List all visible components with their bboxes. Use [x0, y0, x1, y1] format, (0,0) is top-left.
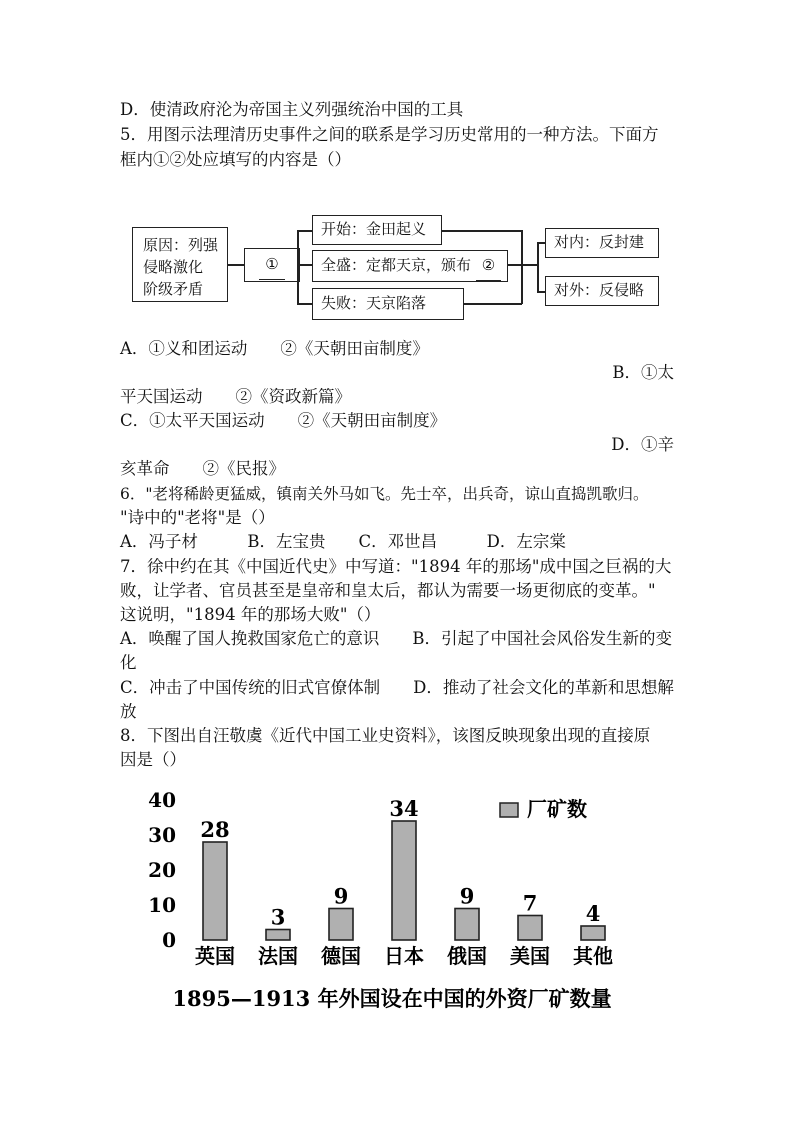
q7-options-ab: A．唤醒了国人挽救国家危亡的意识 B．引起了中国社会风俗发生新的变 — [120, 629, 673, 648]
outer-text: 对外：反侵略 — [554, 281, 645, 299]
legend-label: 厂矿数 — [527, 797, 587, 821]
peak-text: 全盛：定都天京，颁布 — [321, 256, 472, 274]
bar-2 — [329, 909, 353, 941]
q6-stem-line2: "诗中的"老将"是（） — [120, 508, 275, 527]
q5-stem-line2: 框内①②处应填写的内容是（） — [120, 150, 351, 169]
q8-stem-line2: 因是（） — [120, 750, 186, 769]
q8-stem-line1: 8．下图出自汪敬虞《近代中国工业史资料》，该图反映现象出现的直接原 — [120, 726, 651, 745]
bar-value-label: 34 — [389, 796, 419, 821]
q5-option-d-head: D．①辛 — [611, 435, 674, 454]
q5-option-a: A．①义和团运动 ②《天朝田亩制度》 — [120, 339, 429, 358]
q6-options: A．冯子材 B．左宝贵 C．邓世昌 D．左宗棠 — [120, 532, 566, 551]
q7-options-cd: C．冲击了中国传统的旧式官僚体制 D．推动了社会文化的革新和思想解 — [120, 678, 674, 697]
category-label: 德国 — [321, 944, 361, 968]
cause-box — [132, 227, 228, 302]
q5-stem-line1: 5．用图示法理清历史事件之间的联系是学习历史常用的一种方法。下面方 — [120, 125, 659, 144]
inner-text: 对内：反封建 — [554, 233, 645, 251]
y-tick-label: 30 — [148, 823, 176, 847]
start-text: 开始：金田起义 — [321, 220, 427, 238]
bar-0 — [203, 842, 227, 940]
bar-value-label: 9 — [459, 883, 475, 909]
q5-option-c: C．①太平天国运动 ②《天朝田亩制度》 — [120, 411, 447, 430]
bar-6 — [581, 926, 605, 940]
category-label: 美国 — [510, 944, 550, 968]
y-tick-label: 40 — [148, 788, 176, 812]
factory-count-chart — [130, 780, 670, 1016]
bar-5 — [518, 916, 542, 941]
bar-3 — [392, 821, 416, 940]
q5-option-b-tail: 平天国运动 ②《资政新篇》 — [120, 387, 351, 406]
blank-1: ① — [259, 249, 284, 280]
peak-box — [312, 250, 508, 282]
q7-stem-line2: 败，让学者、官员甚至是皇帝和皇太后，都认为需要一场更彻底的变革。" — [120, 581, 656, 600]
y-tick-label: 10 — [148, 893, 176, 917]
category-label: 俄国 — [447, 944, 487, 968]
inner-box — [545, 228, 659, 258]
q5-option-b-head: B．①太 — [612, 363, 674, 382]
y-tick-label: 0 — [162, 928, 176, 952]
y-tick-label: 20 — [148, 858, 176, 882]
category-label: 日本 — [384, 944, 424, 968]
bar-value-label: 28 — [200, 817, 230, 842]
q7-option-d-tail: 放 — [120, 702, 137, 721]
fail-box — [312, 288, 464, 320]
q7-stem-line3: 这说明，"1894 年的那场大败"（） — [120, 605, 381, 624]
cause-line-2: 侵略激化 — [143, 258, 204, 276]
bar-value-label: 3 — [270, 904, 286, 930]
chart-title: 1895—1913 年外国设在中国的外资厂矿数量 — [172, 986, 612, 1011]
chart-legend — [500, 797, 587, 821]
bar-1 — [266, 930, 290, 941]
category-label: 其他 — [573, 944, 613, 968]
q5-option-d-tail: 亥革命 ②《民报》 — [120, 459, 285, 478]
outer-box — [545, 276, 659, 306]
bar-value-label: 7 — [522, 890, 538, 916]
legend-swatch — [500, 803, 518, 817]
category-label: 法国 — [258, 944, 298, 968]
cause-line-3: 阶级矛盾 — [143, 280, 204, 298]
blank-1-box — [244, 248, 300, 282]
option-d-q4: D．使清政府沦为帝国主义列强统治中国的工具 — [120, 100, 464, 119]
q6-stem-line1: 6．"老将稀龄更猛威，镇南关外马如飞。先士卒，出兵奇，谅山直捣凯歌归。 — [120, 485, 649, 503]
fail-text: 失败：天京陷落 — [321, 294, 427, 312]
cause-line-1: 原因：列强 — [143, 236, 219, 254]
blank-2: ② — [476, 251, 501, 281]
q5-diagram — [128, 212, 668, 324]
q7-option-b-tail: 化 — [120, 653, 137, 672]
q7-stem-line1: 7．徐中约在其《中国近代史》中写道："1894 年的那场"成中国之巨祸的大 — [120, 557, 672, 576]
start-box — [312, 215, 442, 245]
bar-value-label: 9 — [333, 883, 349, 909]
category-label: 英国 — [195, 944, 235, 968]
bar-4 — [455, 909, 479, 941]
bar-value-label: 4 — [585, 901, 601, 926]
